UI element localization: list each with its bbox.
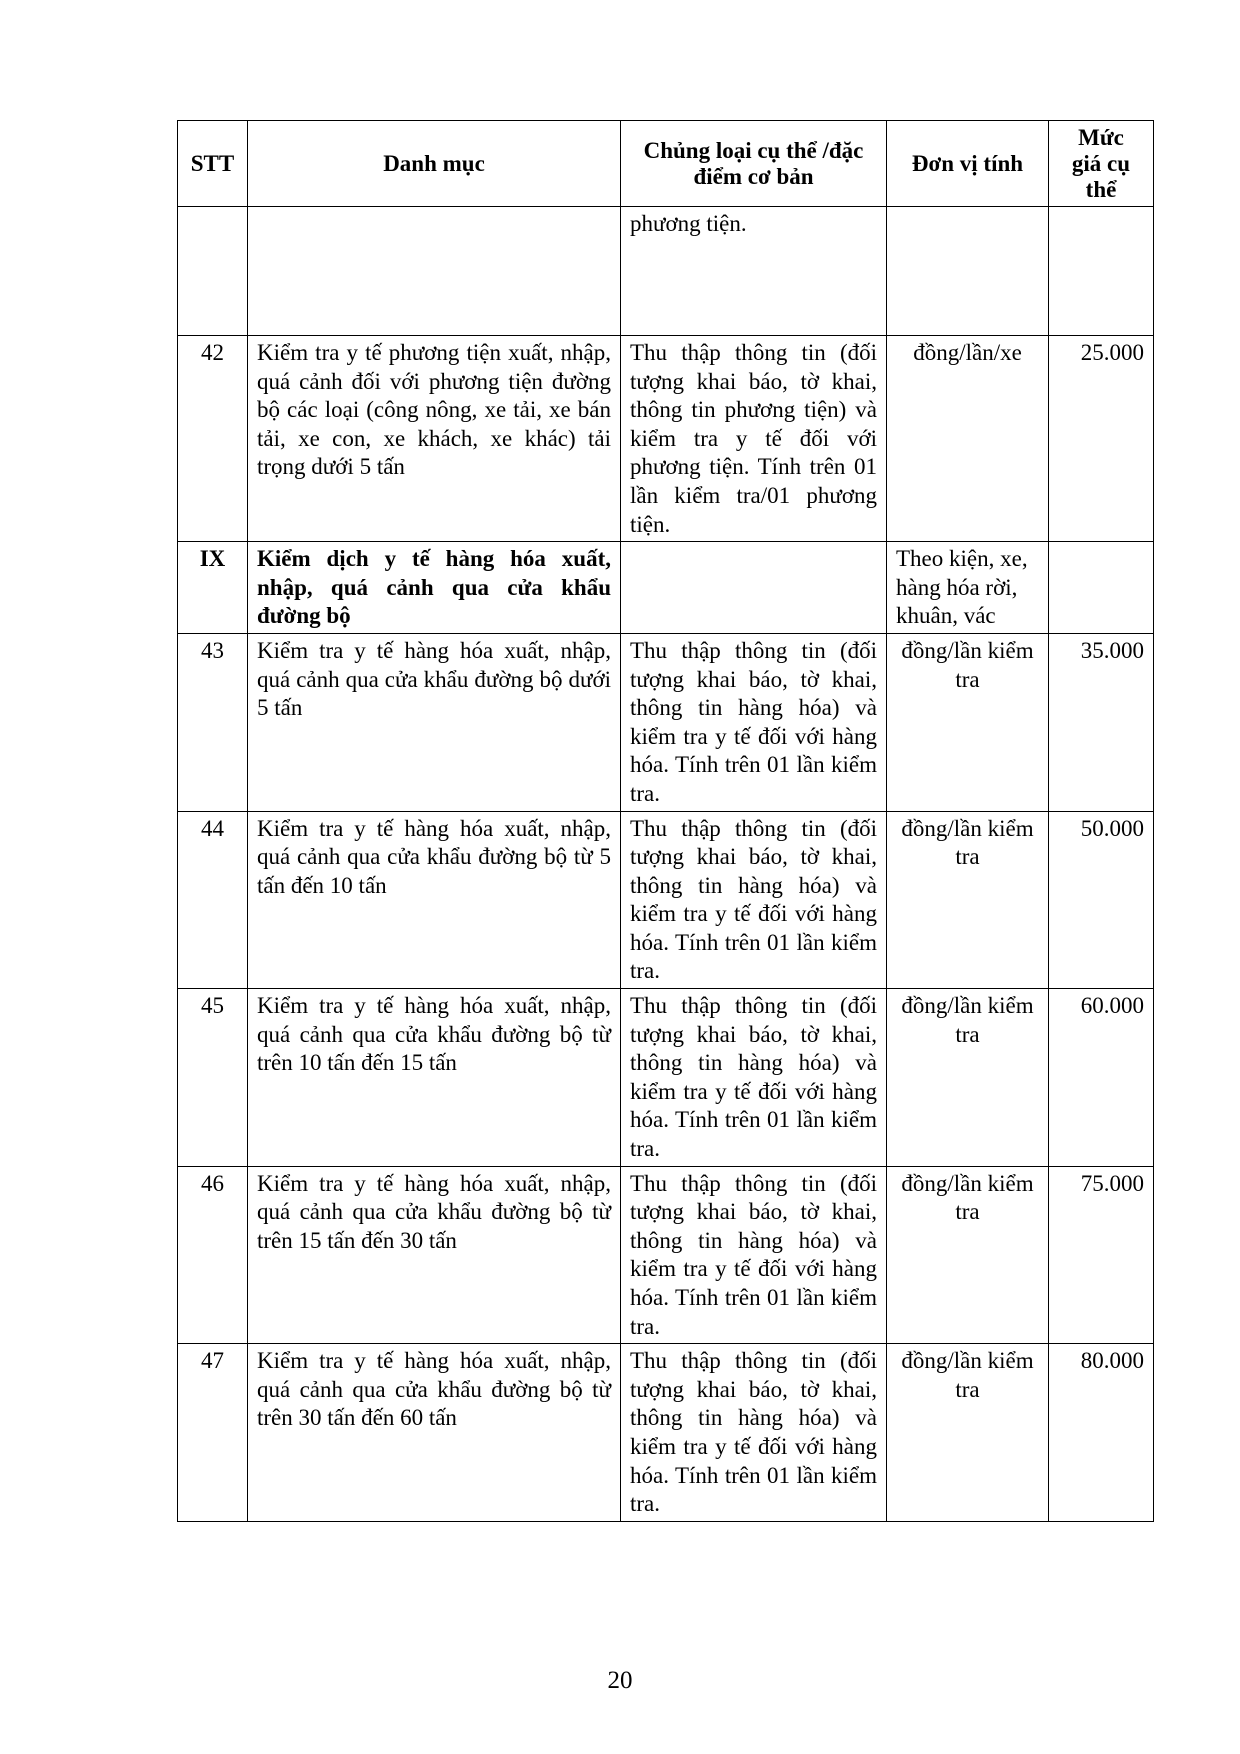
cell-category: Kiểm tra y tế hàng hóa xuất, nhập, quá cảnh qua cửa khẩu đường bộ từ trên 30 tấn đến 60 tấn [248, 1344, 621, 1522]
cell-stt: 45 [178, 989, 248, 1167]
cell-price: 60.000 [1049, 989, 1154, 1167]
price-table-container [177, 120, 1153, 1522]
cell-category: Kiểm tra y tế hàng hóa xuất, nhập, quá cảnh qua cửa khẩu đường bộ dưới 5 tấn [248, 633, 621, 811]
cell-stt: 43 [178, 633, 248, 811]
cell-stt: 42 [178, 336, 248, 542]
table-section-row [178, 542, 1154, 634]
header-price: Mức giá cụ thể [1049, 121, 1154, 207]
header-spec: Chủng loại cụ thể /đặc điểm cơ bản [621, 121, 887, 207]
header-category: Danh mục [248, 121, 621, 207]
table-row [178, 1166, 1154, 1344]
cell-spec: Thu thập thông tin (đối tượng khai báo, tờ khai, thông tin phương tiện) và kiểm tra y tế đối với phương tiện. Tính trên 01 lần kiểm tra/01 phương tiện. [621, 336, 887, 542]
cell-price: 25.000 [1049, 336, 1154, 542]
table-row [178, 336, 1154, 542]
header-stt: STT [178, 121, 248, 207]
cell-spec: Thu thập thông tin (đối tượng khai báo, tờ khai, thông tin hàng hóa) và kiểm tra y tế đối với hàng hóa. Tính trên 01 lần kiểm tra. [621, 1344, 887, 1522]
cell-spec [621, 542, 887, 634]
cell-category: Kiểm tra y tế hàng hóa xuất, nhập, quá cảnh qua cửa khẩu đường bộ từ 5 tấn đến 10 tấn [248, 811, 621, 989]
table-row [178, 811, 1154, 989]
cell-spec: Thu thập thông tin (đối tượng khai báo, tờ khai, thông tin hàng hóa) và kiểm tra y tế đối với hàng hóa. Tính trên 01 lần kiểm tra. [621, 989, 887, 1167]
cell-unit: đồng/lần kiểm tra [887, 989, 1049, 1167]
cell-price [1049, 207, 1154, 336]
cell-unit: Theo kiện, xe, hàng hóa rời, khuân, vác [887, 542, 1049, 634]
cell-category [248, 207, 621, 336]
header-unit: Đơn vị tính [887, 121, 1049, 207]
table-row [178, 989, 1154, 1167]
cell-unit: đồng/lần/xe [887, 336, 1049, 542]
cell-spec: Thu thập thông tin (đối tượng khai báo, tờ khai, thông tin hàng hóa) và kiểm tra y tế đối với hàng hóa. Tính trên 01 lần kiểm tra. [621, 633, 887, 811]
cell-unit: đồng/lần kiểm tra [887, 1166, 1049, 1344]
cell-stt: 46 [178, 1166, 248, 1344]
table-header-row [178, 121, 1154, 207]
cell-price: 35.000 [1049, 633, 1154, 811]
cell-stt: IX [178, 542, 248, 634]
page-number: 20 [607, 1667, 633, 1694]
cell-price [1049, 542, 1154, 634]
cell-unit [887, 207, 1049, 336]
cell-spec: Thu thập thông tin (đối tượng khai báo, tờ khai, thông tin hàng hóa) và kiểm tra y tế đối với hàng hóa. Tính trên 01 lần kiểm tra. [621, 811, 887, 989]
cell-spec: Thu thập thông tin (đối tượng khai báo, tờ khai, thông tin hàng hóa) và kiểm tra y tế đối với hàng hóa. Tính trên 01 lần kiểm tra. [621, 1166, 887, 1344]
cell-stt: 47 [178, 1344, 248, 1522]
cell-category: Kiểm tra y tế hàng hóa xuất, nhập, quá cảnh qua cửa khẩu đường bộ từ trên 15 tấn đến 30 tấn [248, 1166, 621, 1344]
table-row [178, 1344, 1154, 1522]
table-row [178, 633, 1154, 811]
cell-category: Kiểm tra y tế phương tiện xuất, nhập, quá cảnh đối với phương tiện đường bộ các loại (công nông, xe tải, xe bán tải, xe con, xe khách, xe khác) tải trọng dưới 5 tấn [248, 336, 621, 542]
cell-unit: đồng/lần kiểm tra [887, 1344, 1049, 1522]
cell-category: Kiểm dịch y tế hàng hóa xuất, nhập, quá cảnh qua cửa khẩu đường bộ [248, 542, 621, 634]
cell-unit: đồng/lần kiểm tra [887, 633, 1049, 811]
cell-price: 50.000 [1049, 811, 1154, 989]
cell-stt: 44 [178, 811, 248, 989]
cell-price: 75.000 [1049, 1166, 1154, 1344]
cell-category: Kiểm tra y tế hàng hóa xuất, nhập, quá cảnh qua cửa khẩu đường bộ từ trên 10 tấn đến 15 tấn [248, 989, 621, 1167]
table-row-continued [178, 207, 1154, 336]
price-table [177, 120, 1154, 1522]
cell-stt [178, 207, 248, 336]
cell-price: 80.000 [1049, 1344, 1154, 1522]
cell-unit: đồng/lần kiểm tra [887, 811, 1049, 989]
cell-spec: phương tiện. [621, 207, 887, 336]
